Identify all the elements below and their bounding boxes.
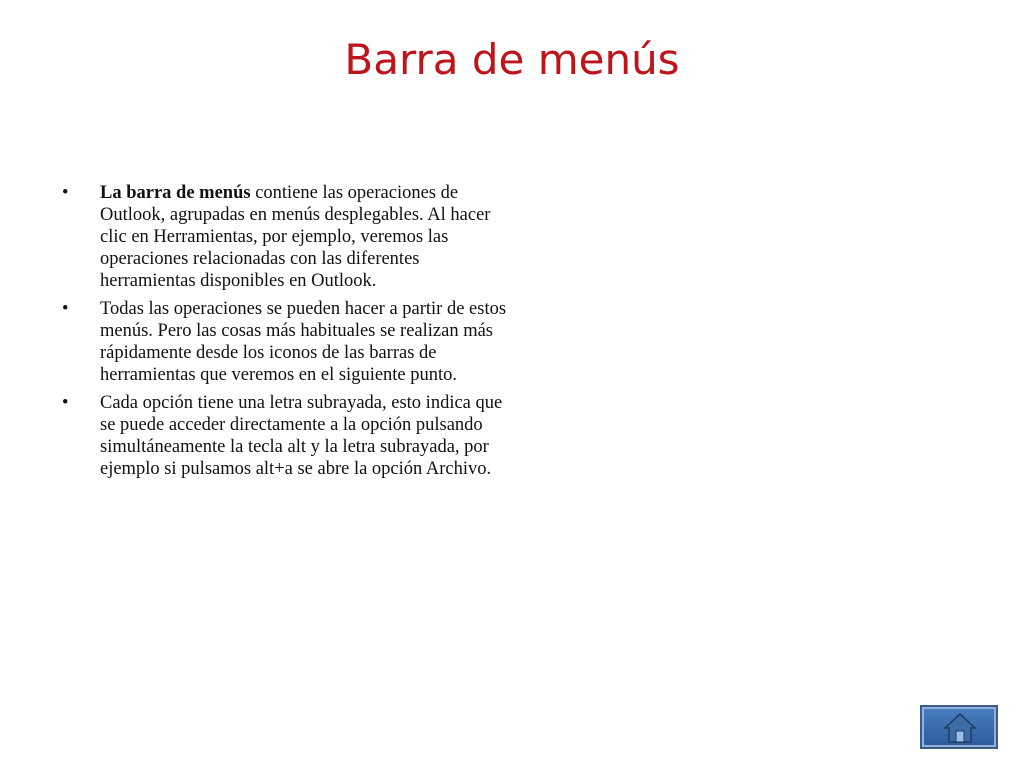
bullet-text: [100, 183, 490, 291]
bullet-list: [62, 182, 512, 486]
home-button[interactable]: [920, 705, 998, 749]
home-icon: [943, 711, 977, 745]
slide-title: Barra de menús: [344, 35, 680, 84]
bullet-icon: •: [62, 183, 69, 203]
list-item: [62, 182, 512, 292]
bullet-icon: •: [62, 299, 69, 319]
bullet-text: Todas las operaciones se pueden hacer a partir de estos menús. Pero las cosas más habituales se realizan más rápidamente desde los iconos de las barras de herramientas que veremos en el siguiente punto.: [100, 299, 507, 385]
list-item: [62, 298, 512, 386]
bullet-text: Cada opción tiene una letra subrayada, esto indica que se puede acceder directamente a la opción pulsando simultáneamente la tecla alt y la letra subrayada, por ejemplo si pulsamos alt+a se abre la opción Archivo.: [100, 393, 503, 479]
bullet-body: contiene las operaciones de Outlook, agrupadas en menús desplegables. Al hacer clic en Herramientas, por ejemplo, veremos las operaciones relacionadas con las diferentes herramientas disponibles en Outlook.: [100, 183, 491, 291]
bullet-icon: •: [62, 393, 69, 413]
bullet-bold-term: La barra de menús: [100, 183, 251, 203]
list-item: [62, 392, 512, 480]
